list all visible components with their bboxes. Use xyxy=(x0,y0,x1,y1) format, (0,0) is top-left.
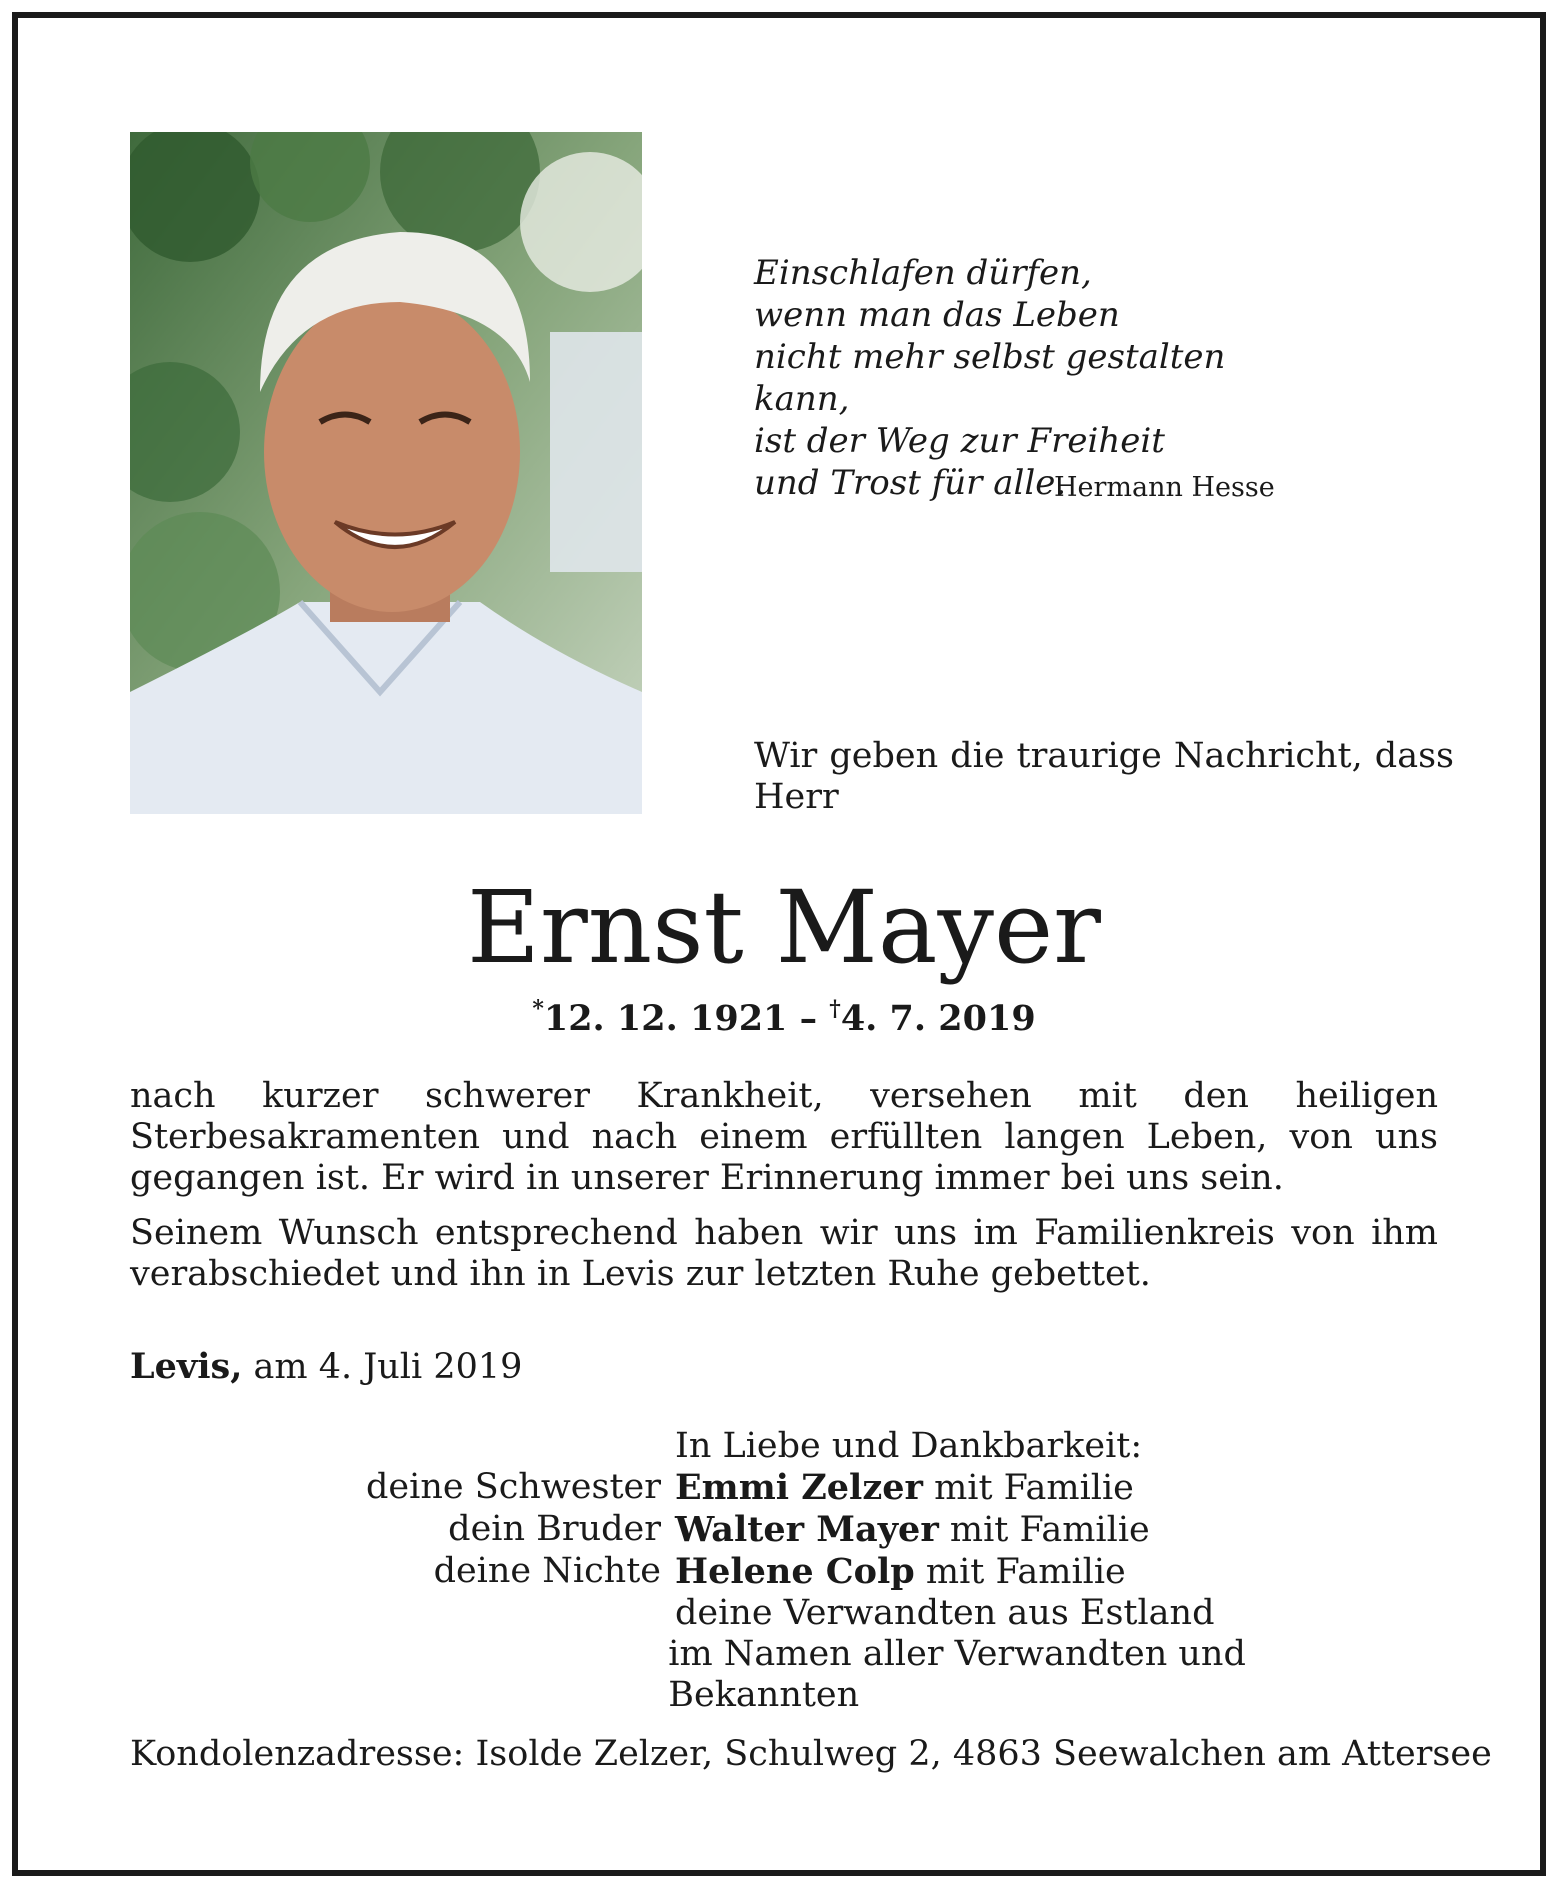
signature-name: Emmi Zelzer xyxy=(675,1467,923,1508)
signature-extra-row xyxy=(130,1593,1438,1634)
announcement-intro: Wir geben die traurige Nachricht, dass Herr xyxy=(754,736,1454,817)
signature-suffix: mit Familie xyxy=(922,1468,1134,1508)
signature-entry xyxy=(675,1551,1126,1593)
date-separator: – xyxy=(787,998,830,1039)
place-city: Levis, xyxy=(130,1346,243,1387)
signature-row xyxy=(130,1509,1438,1551)
quote-line: und Trost für alle. xyxy=(754,463,1067,503)
portrait-illustration xyxy=(130,132,642,814)
signature-heading: In Liebe und Dankbarkeit: xyxy=(675,1426,1143,1466)
signature-name: Helene Colp xyxy=(675,1551,915,1592)
signature-relation: deine Schwester xyxy=(366,1467,661,1507)
signature-extra-row xyxy=(130,1634,1438,1716)
signature-relation: deine Nichte xyxy=(433,1551,661,1591)
quote-line: ist der Weg zur Freiheit xyxy=(754,421,1165,461)
signature-relation: dein Bruder xyxy=(448,1509,661,1549)
body-paragraph: Seinem Wunsch entsprechend haben wir uns im Familienkreis von ihm verabschiedet und ihn in Levis zur letzten Ruhe gebettet. xyxy=(130,1213,1438,1294)
signature-relation xyxy=(130,1593,675,1634)
deceased-name: Ernst Mayer xyxy=(467,869,1101,986)
signature-relation xyxy=(130,1426,675,1467)
signature-name: Walter Mayer xyxy=(675,1509,939,1550)
signature-entry xyxy=(675,1509,1150,1551)
obituary-body xyxy=(130,1076,1438,1309)
birth-date: 12. 12. 1921 xyxy=(543,998,788,1039)
quote-author: Hermann Hesse xyxy=(1054,472,1275,503)
signature-heading-row xyxy=(130,1426,1438,1467)
portrait-photo xyxy=(130,132,642,814)
signature-extra-line: deine Verwandten aus Estland xyxy=(675,1593,1215,1633)
birth-symbol: * xyxy=(532,996,544,1022)
death-date: 4. 7. 2019 xyxy=(840,998,1036,1039)
condolence-address: Kondolenzadresse: Isolde Zelzer, Schulweg 2, 4863 Seewalchen am Attersee xyxy=(130,1734,1492,1774)
signature-suffix: mit Familie xyxy=(938,1510,1150,1550)
quote-line: nicht mehr selbst gestalten kann, xyxy=(754,337,1226,419)
place-date xyxy=(130,1346,522,1387)
place-date-text: am 4. Juli 2019 xyxy=(242,1347,523,1387)
signatures xyxy=(130,1426,1438,1716)
life-dates xyxy=(0,996,1568,1039)
signature-extra-line: im Namen aller Verwandten und Bekannten xyxy=(668,1634,1246,1715)
quote xyxy=(754,252,1314,504)
body-paragraph: nach kurzer schwerer Krankheit, versehen mit den heiligen Sterbesakramenten und nach einem erfüllten langen Leben, von uns gegangen ist. Er wird in unserer Erinnerung immer bei uns sein. xyxy=(130,1076,1438,1198)
quote-line: wenn man das Leben xyxy=(754,295,1120,335)
death-symbol: † xyxy=(829,996,841,1022)
signature-relation xyxy=(130,1634,668,1716)
signature-row xyxy=(130,1551,1438,1593)
signature-row xyxy=(130,1467,1438,1509)
signature-suffix: mit Familie xyxy=(914,1552,1126,1592)
quote-line: Einschlafen dürfen, xyxy=(754,253,1092,293)
signature-entry xyxy=(675,1467,1134,1509)
